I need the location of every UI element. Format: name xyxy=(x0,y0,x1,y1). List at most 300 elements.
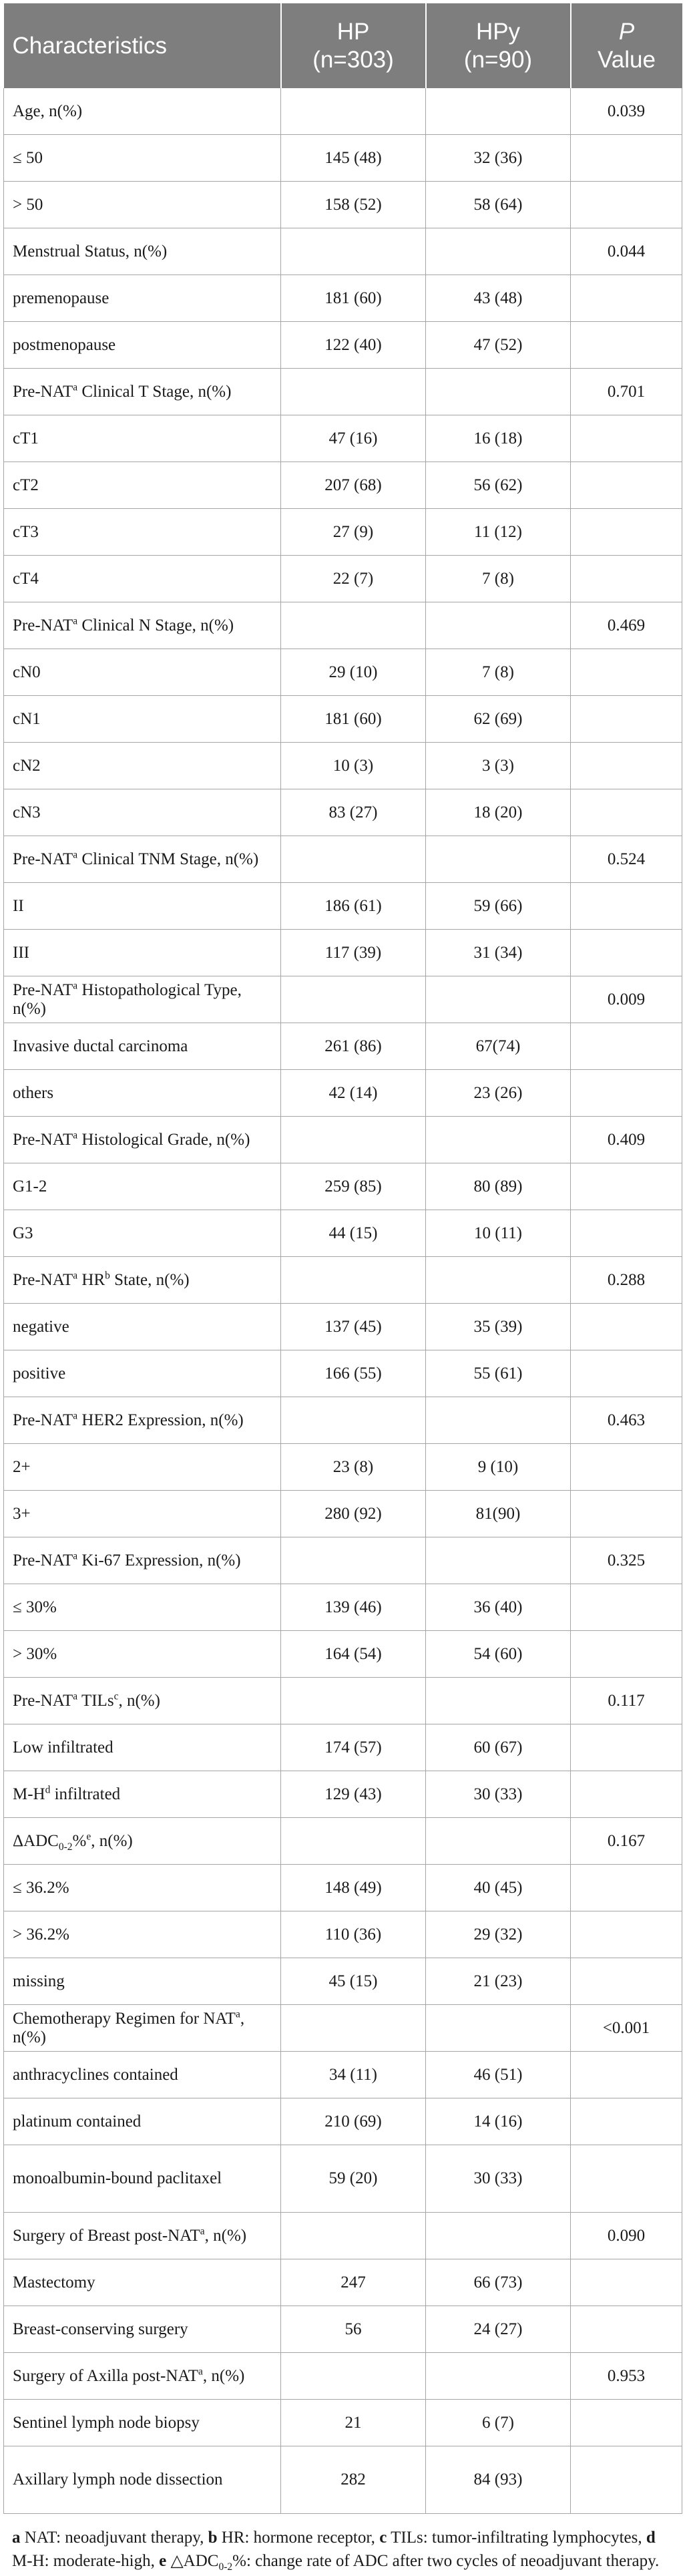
hp-value-cell: 259 (85) xyxy=(281,1163,426,1210)
hpy-value-cell xyxy=(426,228,571,275)
hp-value-cell: 261 (86) xyxy=(281,1023,426,1070)
p-value-cell xyxy=(571,275,682,322)
characteristic-cell xyxy=(4,602,281,649)
p-value-cell xyxy=(571,1070,682,1117)
characteristic-cell xyxy=(4,1771,281,1818)
table-container xyxy=(3,3,682,2573)
characteristic-label: Pre-NAT xyxy=(13,1411,73,1429)
hpy-value-cell: 36 (40) xyxy=(426,1584,571,1631)
characteristic-label-suffix: , n(%) xyxy=(204,2226,247,2245)
table-row xyxy=(4,1070,682,1117)
table-row xyxy=(4,1911,682,1958)
hp-value-cell: 210 (69) xyxy=(281,2098,426,2145)
footnote-text-e-sub: 0-2 xyxy=(218,2561,233,2573)
hp-value-cell: 59 (20) xyxy=(281,2145,426,2213)
characteristic-label: others xyxy=(13,1083,54,1102)
p-value-cell xyxy=(571,1304,682,1350)
hpy-value-cell: 14 (16) xyxy=(426,2098,571,2145)
header-hpy-line1: HPy xyxy=(475,18,521,45)
footnote-marker: a xyxy=(73,849,78,861)
table-row xyxy=(4,2005,682,2052)
hp-value-cell xyxy=(281,836,426,883)
hpy-value-cell: 29 (32) xyxy=(426,1911,571,1958)
hp-value-cell: 166 (55) xyxy=(281,1350,426,1397)
characteristic-cell xyxy=(4,2446,281,2514)
hp-value-cell: 110 (36) xyxy=(281,1911,426,1958)
hpy-value-cell: 66 (73) xyxy=(426,2259,571,2306)
table-row xyxy=(4,2145,682,2213)
hp-value-cell xyxy=(281,1537,426,1584)
hp-value-cell xyxy=(281,369,426,415)
hpy-value-cell: 11 (12) xyxy=(426,509,571,556)
hp-value-cell: 23 (8) xyxy=(281,1444,426,1491)
characteristic-cell xyxy=(4,509,281,556)
characteristic-cell xyxy=(4,2052,281,2098)
characteristic-label: anthracyclines contained xyxy=(13,2065,178,2084)
characteristic-label: cN2 xyxy=(13,756,41,775)
characteristic-cell xyxy=(4,182,281,228)
characteristic-cell xyxy=(4,1210,281,1257)
characteristic-cell xyxy=(4,462,281,509)
characteristic-cell xyxy=(4,1865,281,1911)
characteristic-label-suffix: Histological Grade, n(%) xyxy=(77,1130,250,1149)
hpy-value-cell xyxy=(426,1257,571,1304)
characteristic-label: Invasive ductal carcinoma xyxy=(13,1037,188,1055)
header-hpy xyxy=(426,3,571,88)
characteristic-cell xyxy=(4,2098,281,2145)
characteristic-label: cN0 xyxy=(13,663,41,681)
characteristic-cell xyxy=(4,1163,281,1210)
characteristic-label-mid: % xyxy=(72,1831,87,1850)
characteristic-label-mid: HR xyxy=(77,1270,105,1289)
table-row xyxy=(4,1865,682,1911)
characteristic-cell xyxy=(4,1818,281,1865)
characteristic-label-suffix: Clinical TNM Stage, n(%) xyxy=(77,850,259,868)
characteristic-cell xyxy=(4,743,281,789)
header-hp xyxy=(281,3,426,88)
characteristic-cell xyxy=(4,556,281,602)
table-footnote xyxy=(3,2514,682,2573)
hpy-value-cell: 9 (10) xyxy=(426,1444,571,1491)
characteristic-label: Mastectomy xyxy=(13,2273,95,2291)
hp-value-cell: 280 (92) xyxy=(281,1491,426,1537)
p-value-cell: 0.044 xyxy=(571,228,682,275)
p-value-cell xyxy=(571,1350,682,1397)
characteristic-label-suffix: State, n(%) xyxy=(109,1270,190,1289)
p-value-cell xyxy=(571,1491,682,1537)
characteristic-cell xyxy=(4,2213,281,2259)
characteristic-label: Surgery of Breast post-NAT xyxy=(13,2226,200,2245)
header-hp-line1: HP xyxy=(336,18,370,45)
header-p-value xyxy=(571,3,682,88)
characteristics-table xyxy=(3,3,682,2514)
hp-value-cell: 164 (54) xyxy=(281,1631,426,1678)
hpy-value-cell: 40 (45) xyxy=(426,1865,571,1911)
hpy-value-cell xyxy=(426,2353,571,2400)
characteristic-label: cT1 xyxy=(13,429,39,447)
hp-value-cell xyxy=(281,1818,426,1865)
characteristic-cell xyxy=(4,930,281,976)
characteristic-cell xyxy=(4,1350,281,1397)
hp-value-cell xyxy=(281,976,426,1023)
characteristic-label: II xyxy=(13,896,24,915)
footnote-marker: a xyxy=(73,1129,78,1141)
p-value-cell xyxy=(571,182,682,228)
p-value-cell xyxy=(571,415,682,462)
characteristic-label: Pre-NAT xyxy=(13,616,73,634)
characteristic-label: monoalbumin-bound paclitaxel xyxy=(13,2169,222,2187)
table-row xyxy=(4,462,682,509)
characteristic-label: missing xyxy=(13,1972,65,1990)
table-row xyxy=(4,2306,682,2353)
characteristic-cell xyxy=(4,2306,281,2353)
table-row xyxy=(4,322,682,369)
hpy-value-cell: 59 (66) xyxy=(426,883,571,930)
characteristic-label: G1-2 xyxy=(13,1177,47,1195)
hpy-value-cell: 10 (11) xyxy=(426,1210,571,1257)
table-row xyxy=(4,1584,682,1631)
characteristic-label: cT4 xyxy=(13,569,39,588)
p-value-cell xyxy=(571,1865,682,1911)
table-row xyxy=(4,182,682,228)
p-value-cell xyxy=(571,789,682,836)
p-value-cell xyxy=(571,1771,682,1818)
characteristic-label-suffix: , n(%) xyxy=(118,1691,160,1710)
hpy-value-cell xyxy=(426,1397,571,1444)
characteristic-cell xyxy=(4,1631,281,1678)
hp-value-cell: 117 (39) xyxy=(281,930,426,976)
footnote-marker: a xyxy=(73,980,78,992)
characteristic-label-suffix: , n(%) xyxy=(13,2009,245,2046)
hpy-value-cell: 67(74) xyxy=(426,1023,571,1070)
p-value-cell xyxy=(571,649,682,696)
characteristic-cell xyxy=(4,649,281,696)
footnote-marker: d xyxy=(45,1784,51,1796)
characteristic-cell xyxy=(4,275,281,322)
characteristic-cell xyxy=(4,1444,281,1491)
footnote-key-e: e xyxy=(159,2552,167,2570)
footnote-marker: a xyxy=(73,1550,78,1562)
characteristic-label: > 36.2% xyxy=(13,1925,69,1944)
hpy-value-cell xyxy=(426,1678,571,1724)
table-row xyxy=(4,1444,682,1491)
hp-value-cell: 181 (60) xyxy=(281,275,426,322)
footnote-marker: a xyxy=(73,381,78,393)
characteristic-label: 2+ xyxy=(13,1457,31,1476)
p-value-cell xyxy=(571,883,682,930)
table-row xyxy=(4,696,682,743)
p-value-cell: 0.524 xyxy=(571,836,682,883)
table-row xyxy=(4,509,682,556)
table-row xyxy=(4,1537,682,1584)
characteristic-label: Menstrual Status, n(%) xyxy=(13,242,168,260)
characteristic-cell xyxy=(4,2145,281,2213)
hp-value-cell xyxy=(281,1117,426,1163)
p-value-cell: 0.701 xyxy=(571,369,682,415)
table-row xyxy=(4,1724,682,1771)
footnote-marker: a xyxy=(73,1410,78,1422)
hpy-value-cell: 32 (36) xyxy=(426,135,571,182)
table-row xyxy=(4,2098,682,2145)
footnote-key-d: d xyxy=(646,2529,656,2547)
characteristic-label-suffix: , n(%) xyxy=(91,1831,133,1850)
hp-value-cell: 158 (52) xyxy=(281,182,426,228)
hp-value-cell xyxy=(281,602,426,649)
table-row xyxy=(4,1304,682,1350)
characteristic-cell xyxy=(4,1678,281,1724)
hp-value-cell: 10 (3) xyxy=(281,743,426,789)
characteristic-label: cT3 xyxy=(13,522,39,541)
characteristic-cell xyxy=(4,415,281,462)
characteristic-label: Pre-NAT xyxy=(13,1130,73,1149)
hpy-value-cell: 7 (8) xyxy=(426,649,571,696)
table-row xyxy=(4,930,682,976)
characteristic-label: > 30% xyxy=(13,1644,57,1663)
characteristic-cell xyxy=(4,1724,281,1771)
table-row xyxy=(4,1350,682,1397)
hp-value-cell: 247 xyxy=(281,2259,426,2306)
characteristic-cell xyxy=(4,1491,281,1537)
characteristic-cell xyxy=(4,135,281,182)
hp-value-cell: 21 xyxy=(281,2400,426,2446)
hp-value-cell: 148 (49) xyxy=(281,1865,426,1911)
hpy-value-cell: 7 (8) xyxy=(426,556,571,602)
hpy-value-cell: 6 (7) xyxy=(426,2400,571,2446)
hp-value-cell: 22 (7) xyxy=(281,556,426,602)
p-value-cell xyxy=(571,1163,682,1210)
hp-value-cell: 282 xyxy=(281,2446,426,2514)
characteristic-cell xyxy=(4,1397,281,1444)
characteristic-label: Pre-NAT xyxy=(13,980,73,999)
p-value-cell xyxy=(571,696,682,743)
table-row xyxy=(4,649,682,696)
characteristic-cell xyxy=(4,1911,281,1958)
characteristic-cell xyxy=(4,2005,281,2052)
p-value-cell: 0.090 xyxy=(571,2213,682,2259)
p-value-cell xyxy=(571,2259,682,2306)
footnote-text-e-post: %: change rate of ADC after two cycles of neoadjuvant therapy. xyxy=(232,2552,660,2570)
hp-value-cell: 45 (15) xyxy=(281,1958,426,2005)
hpy-value-cell: 46 (51) xyxy=(426,2052,571,2098)
characteristic-label-suffix: Clinical T Stage, n(%) xyxy=(77,382,232,401)
footnote-marker: a xyxy=(198,2366,203,2378)
table-row xyxy=(4,1771,682,1818)
characteristic-cell xyxy=(4,2353,281,2400)
hp-value-cell: 83 (27) xyxy=(281,789,426,836)
table-row xyxy=(4,1163,682,1210)
characteristic-cell xyxy=(4,88,281,135)
hpy-value-cell: 80 (89) xyxy=(426,1163,571,1210)
characteristic-label: ≤ 50 xyxy=(13,148,43,167)
hpy-value-cell: 60 (67) xyxy=(426,1724,571,1771)
p-value-cell: 0.953 xyxy=(571,2353,682,2400)
footnote-marker: b xyxy=(105,1270,110,1282)
hp-value-cell: 174 (57) xyxy=(281,1724,426,1771)
hpy-value-cell xyxy=(426,1117,571,1163)
hpy-value-cell xyxy=(426,2005,571,2052)
hp-value-cell: 34 (11) xyxy=(281,2052,426,2098)
characteristic-label: > 50 xyxy=(13,195,43,214)
characteristic-label-suffix: infiltrated xyxy=(50,1785,121,1803)
table-row xyxy=(4,1210,682,1257)
table-row xyxy=(4,1397,682,1444)
hp-value-cell: 129 (43) xyxy=(281,1771,426,1818)
p-value-cell xyxy=(571,1023,682,1070)
hp-value-cell: 145 (48) xyxy=(281,135,426,182)
header-hp-line2: (n=303) xyxy=(312,46,394,73)
hpy-value-cell xyxy=(426,976,571,1023)
characteristic-cell xyxy=(4,836,281,883)
p-value-cell xyxy=(571,2145,682,2213)
p-value-cell xyxy=(571,2098,682,2145)
header-characteristics-label: Characteristics xyxy=(12,32,167,59)
hpy-value-cell: 56 (62) xyxy=(426,462,571,509)
hp-value-cell xyxy=(281,1397,426,1444)
hp-value-cell xyxy=(281,2005,426,2052)
characteristic-label: Chemotherapy Regimen for NAT xyxy=(13,2009,236,2028)
footnote-marker: a xyxy=(200,2225,205,2237)
hpy-value-cell: 18 (20) xyxy=(426,789,571,836)
p-value-cell xyxy=(571,135,682,182)
characteristic-label: positive xyxy=(13,1364,66,1383)
hpy-value-cell: 35 (39) xyxy=(426,1304,571,1350)
characteristic-label: Sentinel lymph node biopsy xyxy=(13,2413,200,2432)
characteristic-label-mid: TILs xyxy=(77,1691,114,1710)
hpy-value-cell: 21 (23) xyxy=(426,1958,571,2005)
hpy-value-cell: 58 (64) xyxy=(426,182,571,228)
hp-value-cell xyxy=(281,2213,426,2259)
table-row xyxy=(4,789,682,836)
hp-value-cell xyxy=(281,1678,426,1724)
hp-value-cell: 44 (15) xyxy=(281,1210,426,1257)
characteristic-label: III xyxy=(13,943,29,962)
characteristic-label-suffix: Clinical N Stage, n(%) xyxy=(77,616,234,634)
p-value-cell xyxy=(571,2446,682,2514)
header-row xyxy=(4,3,682,88)
hpy-value-cell: 24 (27) xyxy=(426,2306,571,2353)
table-row xyxy=(4,135,682,182)
p-value-cell xyxy=(571,462,682,509)
hp-value-cell: 42 (14) xyxy=(281,1070,426,1117)
characteristic-cell xyxy=(4,1584,281,1631)
header-p-line2: Value xyxy=(598,46,656,73)
hpy-value-cell xyxy=(426,2213,571,2259)
hpy-value-cell: 54 (60) xyxy=(426,1631,571,1678)
table-row xyxy=(4,2213,682,2259)
hp-value-cell: 207 (68) xyxy=(281,462,426,509)
footnote-marker: c xyxy=(113,1690,119,1702)
characteristic-cell xyxy=(4,2259,281,2306)
table-row xyxy=(4,2353,682,2400)
hpy-value-cell: 3 (3) xyxy=(426,743,571,789)
characteristic-cell xyxy=(4,1070,281,1117)
characteristic-label: Axillary lymph node dissection xyxy=(13,2470,223,2489)
hp-value-cell: 27 (9) xyxy=(281,509,426,556)
hpy-value-cell xyxy=(426,836,571,883)
hpy-value-cell: 30 (33) xyxy=(426,2145,571,2213)
table-row xyxy=(4,1117,682,1163)
p-value-cell xyxy=(571,556,682,602)
characteristic-cell xyxy=(4,1958,281,2005)
hpy-value-cell: 23 (26) xyxy=(426,1070,571,1117)
header-hpy-line2: (n=90) xyxy=(463,46,533,73)
characteristic-cell xyxy=(4,1537,281,1584)
p-value-cell xyxy=(571,1958,682,2005)
table-row xyxy=(4,228,682,275)
characteristic-cell xyxy=(4,696,281,743)
table-row xyxy=(4,1631,682,1678)
characteristic-label: Pre-NAT xyxy=(13,1270,73,1289)
table-row xyxy=(4,1818,682,1865)
table-row xyxy=(4,1257,682,1304)
p-value-cell xyxy=(571,1631,682,1678)
hpy-value-cell: 81(90) xyxy=(426,1491,571,1537)
characteristic-label: Age, n(%) xyxy=(13,102,83,120)
hp-value-cell xyxy=(281,88,426,135)
footnote-key-b: b xyxy=(208,2529,218,2547)
characteristic-cell xyxy=(4,2400,281,2446)
footnote-marker: e xyxy=(86,1831,91,1843)
p-value-cell xyxy=(571,743,682,789)
hp-value-cell: 186 (61) xyxy=(281,883,426,930)
p-value-cell xyxy=(571,322,682,369)
footnote-text-a: NAT: neoadjuvant therapy, xyxy=(20,2529,208,2547)
table-row xyxy=(4,1491,682,1537)
hp-value-cell xyxy=(281,228,426,275)
hp-value-cell xyxy=(281,1257,426,1304)
characteristic-label: 3+ xyxy=(13,1504,31,1523)
table-row xyxy=(4,415,682,462)
p-value-cell: 0.117 xyxy=(571,1678,682,1724)
table-row xyxy=(4,1023,682,1070)
p-value-cell xyxy=(571,1911,682,1958)
footnote-text-c: TILs: tumor-infiltrating lymphocytes, xyxy=(387,2529,646,2547)
p-value-cell xyxy=(571,2400,682,2446)
characteristic-label-suffix: Histopathological Type, n(%) xyxy=(13,980,242,1018)
characteristic-label: postmenopause xyxy=(13,335,116,354)
characteristic-label: platinum contained xyxy=(13,2112,142,2131)
hp-value-cell: 122 (40) xyxy=(281,322,426,369)
footnote-marker: a xyxy=(73,1690,78,1702)
table-row xyxy=(4,2400,682,2446)
characteristic-label-suffix: HER2 Expression, n(%) xyxy=(77,1411,244,1429)
characteristic-cell xyxy=(4,1117,281,1163)
footnote-marker: a xyxy=(73,1270,78,1282)
characteristic-cell xyxy=(4,789,281,836)
characteristic-label: Breast-conserving surgery xyxy=(13,2320,188,2338)
characteristic-cell xyxy=(4,1023,281,1070)
hp-value-cell: 181 (60) xyxy=(281,696,426,743)
p-value-cell: 0.167 xyxy=(571,1818,682,1865)
table-row xyxy=(4,369,682,415)
hpy-value-cell: 16 (18) xyxy=(426,415,571,462)
characteristic-label: ≤ 30% xyxy=(13,1598,57,1616)
header-p-line1: P xyxy=(618,18,635,45)
characteristic-cell xyxy=(4,1257,281,1304)
hp-value-cell: 139 (46) xyxy=(281,1584,426,1631)
characteristic-label: Low infiltrated xyxy=(13,1738,113,1757)
p-value-cell xyxy=(571,1724,682,1771)
table-row xyxy=(4,1958,682,2005)
p-value-cell xyxy=(571,1444,682,1491)
table-row xyxy=(4,275,682,322)
table-row xyxy=(4,2259,682,2306)
table-row xyxy=(4,2052,682,2098)
table-body xyxy=(4,88,682,2514)
hp-value-cell: 29 (10) xyxy=(281,649,426,696)
hp-value-cell: 56 xyxy=(281,2306,426,2353)
p-value-cell xyxy=(571,509,682,556)
